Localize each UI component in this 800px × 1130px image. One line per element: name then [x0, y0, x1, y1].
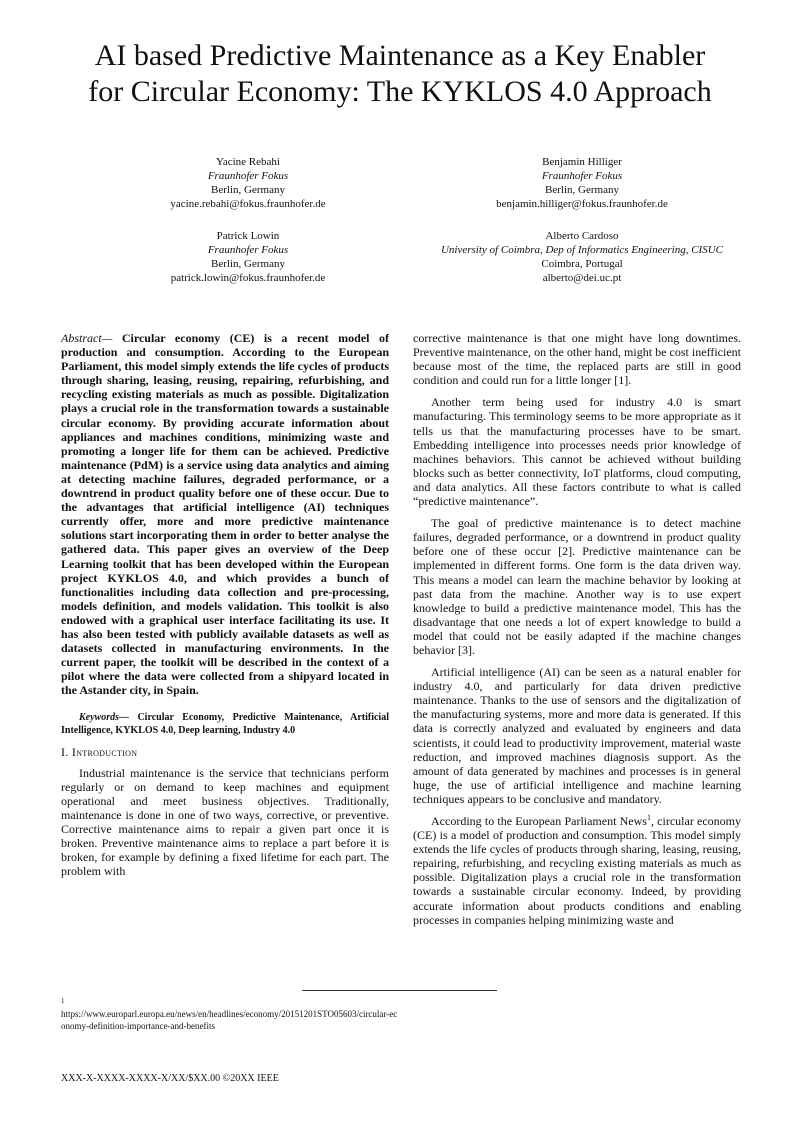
right-paragraph-4: Artificial intelligence (AI) can be seen as a natural enabler for industry 4.0, and particularly for data driven predictive maintenance. Thanks to the use of sensors and the digitalization of the manufacturing systems, more and more data is generated. If this data is correctly analyzed and evaluated by engineers and data scientists, it could lead to productivity improvement, material waste reduction, and improved machines diagnosis support. As the amount of data generated by machines and processes is in general huge, the use of artificial intelligence and machine learning techniques appears to be conclusive and mandatory. — [413, 665, 741, 806]
author-location: Coimbra, Portugal — [541, 258, 623, 270]
p5-after: , circular economy (CE) is a model of production and consumption. This model simply extends the life cycles of products through sharing, leasing, reusing, repairing, refurbishing, and recycling existing materials as much as possible. Digitalization plays a crucial role in the transformation towards a sustainable circular economy. Indeed, by providing accurate information about products conditions and enabling processes in companies helping minimizing waste and — [413, 814, 742, 927]
keywords-text: Circular Economy, Predictive Maintenance, Artificial Intelligence, KYKLOS 4.0, Deep learning, Industry 4.0 — [61, 712, 389, 737]
right-paragraph-1: corrective maintenance is that one might have long downtimes. Preventive maintenance, on the other hand, might be cost inefficient because most of the time, the replaced parts are still in good condition and could run for a little longer [1]. — [413, 331, 741, 388]
author-name: Yacine Rebahi — [216, 156, 280, 168]
author-email: benjamin.hilliger@fokus.fraunhofer.de — [496, 198, 668, 210]
section-heading-introduction: I. Introduction — [61, 745, 138, 760]
author-affiliation: Fraunhofer Fokus — [207, 170, 289, 182]
author-email: patrick.lowin@fokus.fraunhofer.de — [170, 272, 326, 284]
title-line-2: for Circular Economy: The KYKLOS 4.0 Approach — [88, 75, 712, 108]
footnote-url[interactable]: https://www.europarl.europa.eu/news/en/headlines/economy/20151201STO05603/circular-economy-definition-importance-and-benefits — [61, 1009, 398, 1031]
footnote — [61, 996, 401, 1032]
author-block-rebahi — [118, 155, 378, 211]
author-block-hilliger — [412, 155, 752, 211]
footnote-divider — [302, 990, 497, 991]
left-column — [61, 331, 389, 886]
abstract — [61, 331, 389, 697]
author-affiliation: Fraunhofer Fokus — [541, 170, 623, 182]
author-email: alberto@dei.uc.pt — [542, 272, 622, 284]
author-name: Benjamin Hilliger — [542, 156, 622, 168]
author-name: Alberto Cardoso — [545, 230, 619, 242]
p5-before: According to the European Parliament News — [431, 814, 647, 828]
abstract-text: Circular economy (CE) is a recent model of production and consumption. According to the European Parliament, this model simply extends the life cycles of products through sharing, leasing, reusing, repairing, refurbishing, and recycling existing materials as much as possible. Digitalization plays a crucial role in the transformation towards a sustainable circular economy. By providing accurate information about appliances and machines conditions, minimizing waste and promoting a longer life for them can be achieved. Predictive maintenance (PdM) is a service using data analytics and aiming at detecting machine failures, degraded performance, or a downtrend in product quality before one of these occur. Due to the advantages that artificial intelligence (AI) techniques currently offer, more and more predictive maintenance solutions start incorporating them in order to better analyse the gathered data. This paper gives an overview of the Deep Learning toolkit that has been developed within the European project KYKLOS 4.0, and which provides a bunch of functionalities including data collection and pre-processing, models definition, and models validation. This toolkit is also endowed with a graphical user interface facilitating its use. It has also been tested with publicly available datasets as well as datasets collected in manufacturing environments. In the current paper, the toolkit will be described in the context of a pilot where the data were collected from a shipyard located in the Astander city, in Spain. — [61, 331, 390, 698]
footnote-ref: 1 — [646, 813, 651, 822]
keywords — [61, 711, 389, 737]
paper-title — [40, 38, 760, 110]
author-name: Patrick Lowin — [216, 230, 280, 242]
author-email: yacine.rebahi@fokus.fraunhofer.de — [170, 198, 326, 210]
right-paragraph-5 — [413, 814, 741, 927]
author-block-cardoso — [402, 229, 762, 285]
right-column — [413, 331, 741, 935]
copyright-footer: XXX-X-XXXX-XXXX-X/XX/$XX.00 ©20XX IEEE — [61, 1073, 279, 1084]
author-location: Berlin, Germany — [211, 258, 285, 270]
author-affiliation: University of Coimbra, Dep of Informatics Engineering, CISUC — [440, 244, 723, 256]
keywords-label: Keywords— — [79, 712, 129, 724]
right-paragraph-3: The goal of predictive maintenance is to detect machine failures, degraded performance, or a downtrend in product quality before one of these occur [2]. Predictive maintenance can be implemented in different forms. One form is the data driven way. This means a model can learn the machine behavior by looking at past data from the machine. Another way is to use expert knowledge to build a predictive maintenance model. This has the disadvantage that one needs a lot of expert knowledge to build a model that could not be easily adapted if the machine changes behavior [3]. — [413, 516, 741, 657]
intro-paragraph-1: Industrial maintenance is the service that technicians perform regularly or on demand to keep machines and equipment operational and meet business objectives. Traditionally, maintenance is done in one of two ways, corrective, or preventive. Corrective maintenance aims to repair a given part once it is broken. Preventive maintenance aims to replace a part before it is broken, for example by defining a fixed lifetime for each part. The problem with — [61, 765, 389, 879]
author-block-lowin — [118, 229, 378, 285]
title-line-1: AI based Predictive Maintenance as a Key Enabler — [94, 39, 706, 72]
right-paragraph-2: Another term being used for industry 4.0 is smart manufacturing. This terminology seems to be more appropriate as it tells us that the manufacturing processes have to be smart. Embedding intelligence into processes needs prior knowledge of machines behaviors. This cannot be achieved without building blocks such as better connectivity, IoT platforms, cloud computing, and data analytics. All these factors contribute to what is called “predictive maintenance”. — [413, 395, 741, 509]
abstract-label: Abstract— — [61, 331, 113, 345]
author-location: Berlin, Germany — [545, 184, 619, 196]
author-location: Berlin, Germany — [211, 184, 285, 196]
footnote-number: 1 — [61, 997, 65, 1005]
author-affiliation: Fraunhofer Fokus — [207, 244, 289, 256]
